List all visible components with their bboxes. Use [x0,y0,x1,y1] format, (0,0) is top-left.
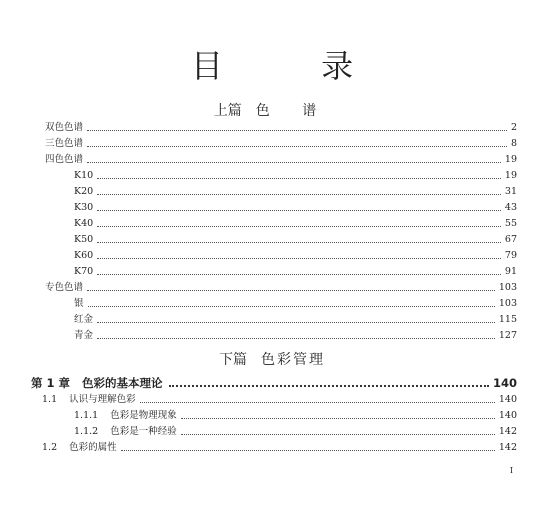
leader-dots [97,274,501,275]
toc-entry[interactable] [74,170,517,182]
leader-dots [97,258,501,259]
section-number: 1.1 [42,394,58,405]
footer-page-number: I [509,466,513,475]
leader-dots [97,242,501,243]
section-text: 色彩是物理现象 [110,410,177,421]
toc-entry[interactable] [74,298,517,310]
chapter-entry[interactable] [31,376,517,390]
toc-entry-text: 青金 [74,330,94,341]
leader-dots [121,450,495,451]
leader-dots [97,194,501,195]
section-number: 1.1.2 [74,426,99,437]
chapter-title: 色彩的基本理论 [82,376,163,390]
section-entry[interactable] [42,394,517,406]
section-entry[interactable] [42,442,517,454]
section-entry[interactable] [74,410,517,422]
toc-entry[interactable] [45,282,517,294]
chapter-page: 140 [492,376,517,390]
toc-entry-text: K70 [74,266,94,277]
toc-entry-text: 双色色谱 [45,122,84,133]
toc-entry-page: 2 [510,122,517,133]
part1-name: 色 谱 [255,103,331,119]
toc-entry-text: 四色色谱 [45,154,84,165]
toc-entry-text: K20 [74,186,94,197]
part1-label: 上篇 [213,103,242,119]
toc-entry-page: 67 [504,234,517,245]
leader-dots [140,402,495,403]
toc-entry[interactable] [74,266,517,278]
section-page: 142 [498,426,517,437]
toc-entry[interactable] [45,138,517,150]
toc-entry-page: 19 [504,154,517,165]
leader-dots [87,162,501,163]
toc-entry-page: 115 [498,314,517,325]
toc-entry-page: 103 [498,298,517,309]
toc-entry[interactable] [74,218,517,230]
section-number: 1.2 [42,442,58,453]
leader-dots [181,434,495,435]
toc-entry-text: 专色色谱 [45,282,84,293]
leader-dots [97,226,501,227]
toc-entry-page: 127 [498,330,517,341]
leader-dots [97,178,501,179]
part1-heading [0,103,544,119]
section-text: 认识与理解色彩 [69,394,136,405]
toc-entry-page: 8 [510,138,517,149]
toc-entry[interactable] [74,250,517,262]
section-page: 142 [498,442,517,453]
toc-entry[interactable] [45,154,517,166]
leader-dots [87,130,507,131]
leader-dots [87,290,495,291]
leader-dots [88,306,495,307]
leader-dots [97,210,501,211]
toc-entry-text: 银 [74,298,84,309]
toc-entry[interactable] [74,234,517,246]
toc-entry-text: K40 [74,218,94,229]
leader-dots [87,146,507,147]
leader-dots [181,418,495,419]
toc-entry-text: K50 [74,234,94,245]
toc-entry[interactable] [74,314,517,326]
section-text: 色彩的属性 [69,442,117,453]
toc-entry-text: K60 [74,250,94,261]
toc-entry[interactable] [74,202,517,214]
section-page: 140 [498,394,517,405]
toc-entry-text: K10 [74,170,94,181]
page-title: 目 录 [190,47,398,85]
toc-entry[interactable] [45,122,517,134]
part2-label: 下篇 [219,352,247,368]
section-entry[interactable] [74,426,517,438]
toc-entry[interactable] [74,186,517,198]
toc-entry-page: 31 [504,186,517,197]
toc-entry-page: 55 [504,218,517,229]
leader-dots [97,322,495,323]
toc-entry-page: 19 [504,170,517,181]
toc-entry-text: 三色色谱 [45,138,84,149]
part2-heading [0,352,544,368]
toc-entry[interactable] [74,330,517,342]
chapter-number: 第 1 章 [31,376,71,390]
toc-entry-page: 91 [504,266,517,277]
section-page: 140 [498,410,517,421]
section-number: 1.1.1 [74,410,99,421]
leader-dots [97,338,495,339]
section-text: 色彩是一种经验 [110,426,177,437]
part2-name: 色彩管理 [261,352,325,368]
toc-entry-page: 43 [504,202,517,213]
toc-entry-text: 红金 [74,314,94,325]
toc-entry-page: 79 [504,250,517,261]
leader-dots [169,385,489,387]
toc-entry-text: K30 [74,202,94,213]
toc-entry-page: 103 [498,282,517,293]
